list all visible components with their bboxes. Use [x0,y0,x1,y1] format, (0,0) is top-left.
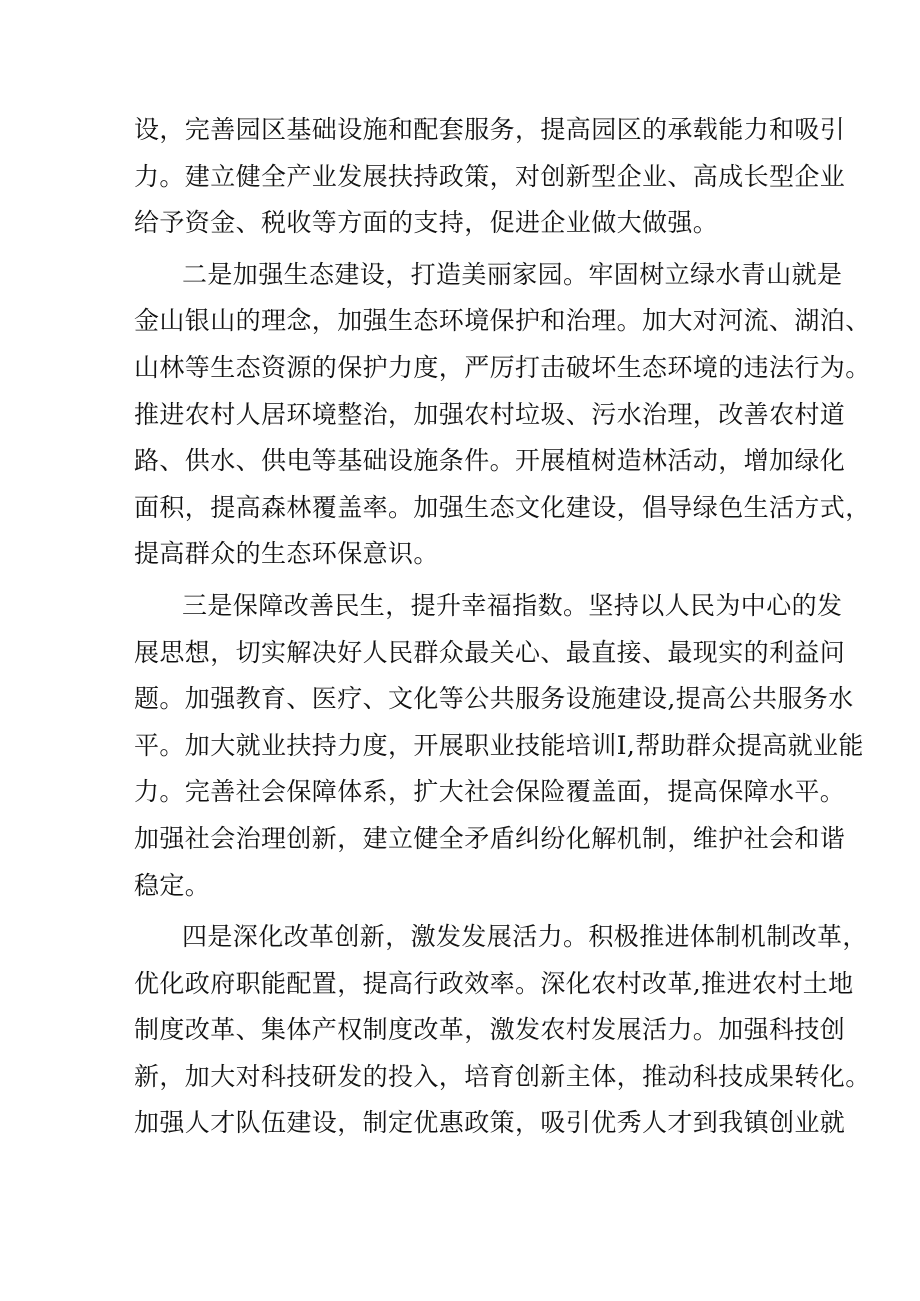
text-line: 设，完善园区基础设施和配套服务，提高园区的承载能力和吸引 [134,115,846,144]
text-line: 平。加大就业扶持力度，开展职业技能培训I,帮助群众提高就业能 [134,730,864,760]
text-line: 制度改革、集体产权制度改革，激发农村发展活力。加强科技创 [134,1015,846,1045]
text-line: 力。建立健全产业发展扶持政策，对创新型企业、高成长型企业 [134,161,846,191]
text-line: 给予资金、税收等方面的支持，促进企业做大做强。 [134,208,719,238]
text-line: 山林等生态资源的保护力度，严厉打击破坏生态环境的违法行为。 [134,352,871,382]
text-line: 力。完善社会保障体系，扩大社会保险覆盖面，提高保障水平。 [134,777,846,807]
text-line: 三是保障改善民生，提升幸福指数。坚持以人民为中心的发 [182,590,843,620]
text-line: 提高群众的生态环保意识。 [134,539,439,569]
text-line: 推进农村人居环境整治，加强农村垃圾、污水治理，改善农村道 [134,399,846,429]
text-line: 加强社会治理创新，建立健全矛盾纠纷化解机制，维护社会和谐 [134,823,846,853]
text-line: 加强人才队伍建设，制定优惠政策，吸引优秀人才到我镇创业就 [134,1108,846,1138]
paragraph [134,583,864,909]
document-body [134,107,871,1147]
text-line: 金山银山的理念，加强生态环境保护和治理。加大对河流、湖泊、 [134,306,871,336]
text-line: 面积，提高森林覆盖率。加强生态文化建设，倡导绿色生活方式， [134,492,871,522]
text-line: 二是加强生态建设，打造美丽家园。牢固树立绿水青山就是 [182,259,843,289]
text-line: 新，加大对科技研发的投入，培育创新主体，推动科技成果转化。 [134,1061,871,1091]
paragraph [134,252,871,578]
paragraph [134,914,871,1147]
text-line: 题。加强教育、医疗、文化等公共服务设施建设,提高公共服务水 [134,684,854,714]
text-line: 展思想，切实解决好人民群众最关心、最直接、最现实的利益问 [134,637,846,667]
text-line: 路、供水、供电等基础设施条件。开展植树造林活动，增加绿化 [134,446,846,476]
text-line: 优化政府职能配置，提高行政效率。深化农村改革,推进农村土地 [134,968,854,998]
text-line: 四是深化改革创新，激发发展活力。积极推进体制机制改革， [182,922,868,952]
text-line: 稳定。 [134,870,211,900]
paragraph [134,107,846,247]
